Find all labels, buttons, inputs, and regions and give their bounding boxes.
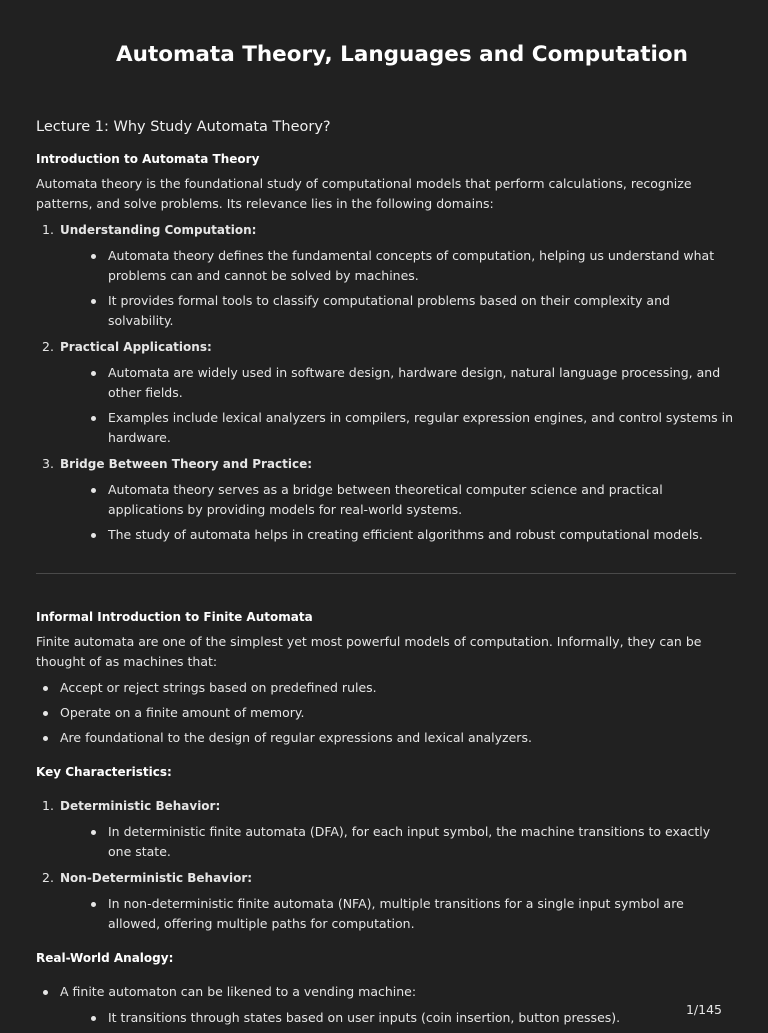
bullet-list (60, 363, 736, 448)
bullet-item: Are foundational to the design of regular expressions and lexical analyzers. (36, 728, 736, 748)
item-number: 1. (42, 222, 54, 237)
item-number: 2. (42, 870, 54, 885)
list-item (36, 337, 736, 448)
item-label: Bridge Between Theory and Practice: (60, 457, 313, 471)
item-label: Practical Applications: (60, 340, 212, 354)
bullet-item: In deterministic finite automata (DFA), for each input symbol, the machine transitions to exactly one state. (84, 822, 736, 862)
bullet-item: Automata theory serves as a bridge between theoretical computer science and practical applications by providing models for real-world systems. (84, 480, 736, 520)
item-number: 3. (42, 456, 54, 471)
item-label: Deterministic Behavior: (60, 799, 221, 813)
bullet-list (60, 822, 736, 862)
numbered-list (36, 220, 736, 545)
document-body (36, 116, 736, 1033)
document-title: Automata Theory, Languages and Computation (116, 42, 688, 67)
bullet-list (36, 678, 736, 748)
bullet-item: It provides formal tools to classify computational problems based on their complexity and solvability. (84, 291, 736, 331)
nested-bullet-list (60, 1008, 736, 1028)
bullet-list (36, 982, 736, 1028)
bullet-list (60, 246, 736, 331)
bullet-text: A finite automaton can be likened to a vending machine: (60, 984, 417, 999)
paragraph: Automata theory is the foundational study of computational models that perform calculations, recognize patterns, and solve problems. Its relevance lies in the following domains: (36, 176, 692, 211)
bullet-item: The study of automata helps in creating efficient algorithms and robust computational models. (84, 525, 736, 545)
bullet-item: Examples include lexical analyzers in compilers, regular expression engines, and control systems in hardware. (84, 408, 736, 448)
divider (36, 573, 736, 574)
bullet-item: It transitions through states based on user inputs (coin insertion, button presses). (84, 1008, 736, 1028)
bullet-item: Automata theory defines the fundamental concepts of computation, helping us understand what problems can and cannot be solved by machines. (84, 246, 736, 286)
analogy-heading: Real-World Analogy: (36, 951, 174, 965)
numbered-list (36, 796, 736, 934)
bullet-item: Accept or reject strings based on predefined rules. (36, 678, 736, 698)
item-label: Non-Deterministic Behavior: (60, 871, 253, 885)
item-label: Understanding Computation: (60, 223, 257, 237)
bullet-item: Operate on a finite amount of memory. (36, 703, 736, 723)
bullet-item: Automata are widely used in software design, hardware design, natural language processing, and other fields. (84, 363, 736, 403)
page-number: 1/145 (685, 1002, 722, 1017)
section-heading: Introduction to Automata Theory (36, 152, 260, 166)
bullet-item: In non-deterministic finite automata (NFA), multiple transitions for a single input symbol are allowed, offering multiple paths for computation. (84, 894, 736, 934)
list-item (36, 868, 736, 934)
bullet-item (36, 982, 736, 1028)
bullet-list (60, 894, 736, 934)
bullet-list (60, 480, 736, 545)
list-item (36, 796, 736, 862)
key-characteristics-heading: Key Characteristics: (36, 765, 172, 779)
list-item (36, 454, 736, 545)
list-item (36, 220, 736, 331)
section-heading: Informal Introduction to Finite Automata (36, 610, 313, 624)
paragraph: Finite automata are one of the simplest yet most powerful models of computation. Informally, they can be thought of as machines that: (36, 634, 702, 669)
lecture-heading: Lecture 1: Why Study Automata Theory? (36, 119, 331, 135)
item-number: 2. (42, 339, 54, 354)
item-number: 1. (42, 798, 54, 813)
